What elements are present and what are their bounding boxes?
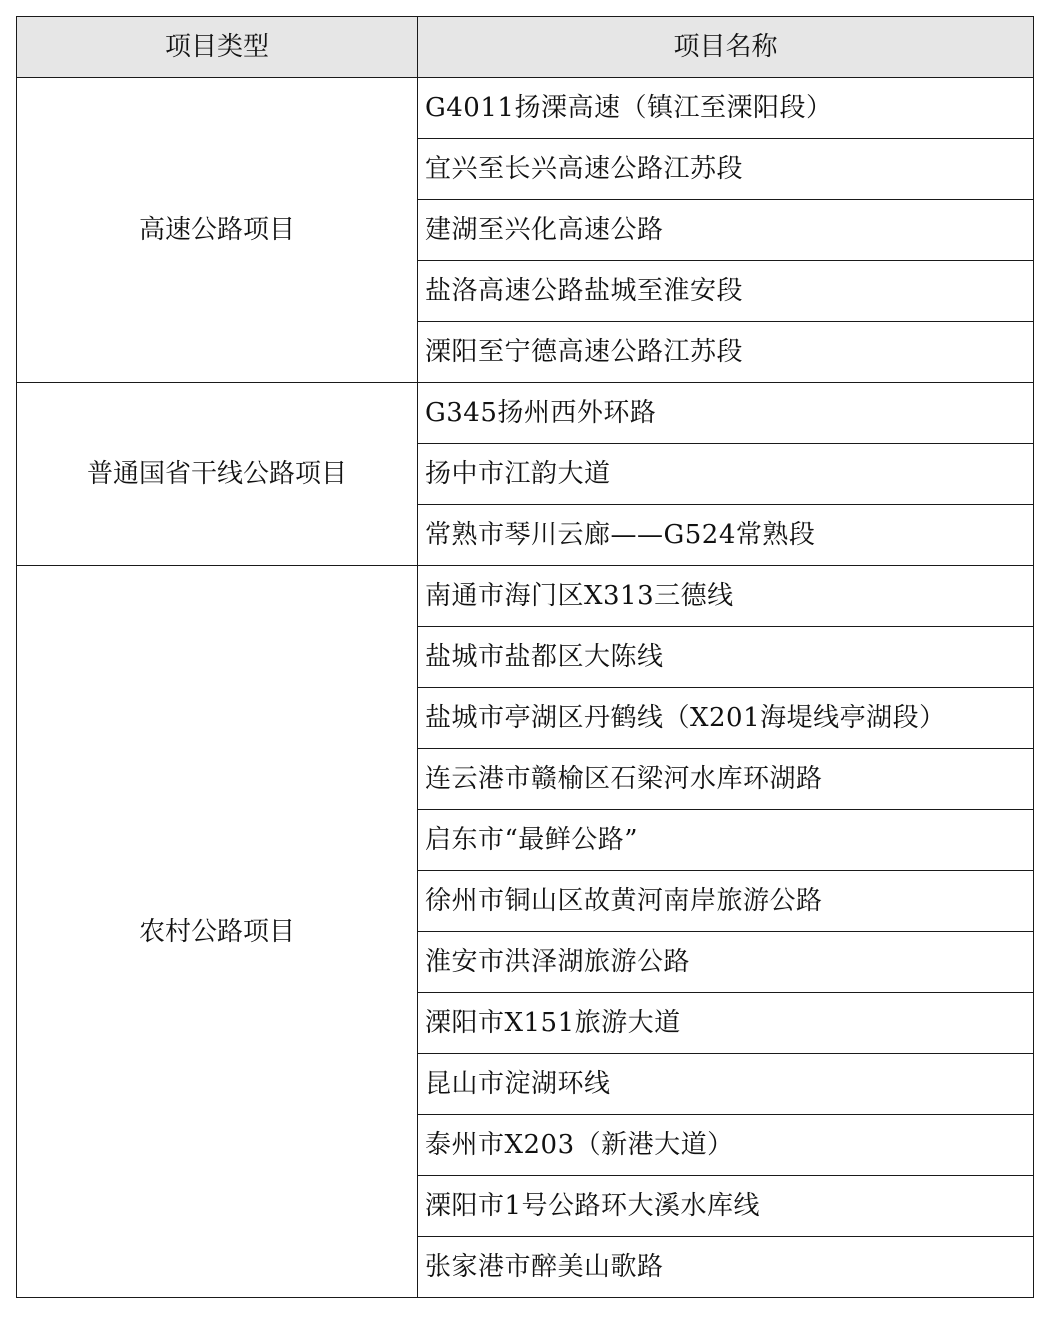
project-name-cell: 启东市“最鲜公路” (418, 810, 1034, 871)
header-project-type: 项目类型 (17, 17, 418, 78)
project-name-cell: 南通市海门区X313三德线 (418, 566, 1034, 627)
project-type-cell: 农村公路项目 (17, 566, 418, 1298)
project-name-cell: 淮安市洪泽湖旅游公路 (418, 932, 1034, 993)
project-type-cell: 普通国省干线公路项目 (17, 383, 418, 566)
project-table (16, 16, 1034, 1298)
project-name-cell: 溧阳市1号公路环大溪水库线 (418, 1176, 1034, 1237)
table-row (17, 566, 1034, 627)
project-name-cell: G4011扬溧高速（镇江至溧阳段） (418, 78, 1034, 139)
project-name-cell: 泰州市X203（新港大道） (418, 1115, 1034, 1176)
project-name-cell: 徐州市铜山区故黄河南岸旅游公路 (418, 871, 1034, 932)
project-name-cell: 建湖至兴化高速公路 (418, 200, 1034, 261)
project-name-cell: 盐洛高速公路盐城至淮安段 (418, 261, 1034, 322)
project-name-cell: 扬中市江韵大道 (418, 444, 1034, 505)
table-row (17, 383, 1034, 444)
project-name-cell: 常熟市琴川云廊——G524常熟段 (418, 505, 1034, 566)
project-name-cell: 溧阳至宁德高速公路江苏段 (418, 322, 1034, 383)
project-type-cell: 高速公路项目 (17, 78, 418, 383)
table-row (17, 78, 1034, 139)
project-name-cell: 张家港市醉美山歌路 (418, 1237, 1034, 1298)
project-name-cell: 溧阳市X151旅游大道 (418, 993, 1034, 1054)
project-name-cell: 盐城市盐都区大陈线 (418, 627, 1034, 688)
project-name-cell: 宜兴至长兴高速公路江苏段 (418, 139, 1034, 200)
project-name-cell: 盐城市亭湖区丹鹤线（X201海堤线亭湖段） (418, 688, 1034, 749)
project-name-cell: G345扬州西外环路 (418, 383, 1034, 444)
header-project-name: 项目名称 (418, 17, 1034, 78)
project-name-cell: 连云港市赣榆区石梁河水库环湖路 (418, 749, 1034, 810)
table-body (17, 78, 1034, 1298)
project-name-cell: 昆山市淀湖环线 (418, 1054, 1034, 1115)
header-row (17, 17, 1034, 78)
